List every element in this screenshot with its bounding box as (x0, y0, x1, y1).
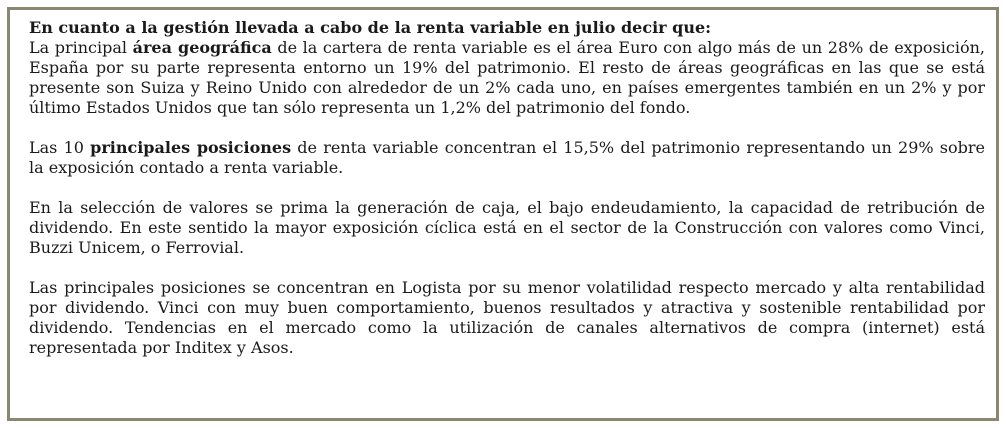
document-heading: En cuanto a la gestión llevada a cabo de la renta variable en julio decir que: (29, 18, 712, 37)
paragraph-text: Las principales posiciones se concentran en Logista por su menor volatilidad respecto mercado y alta rentabilidad por dividendo. Vinci con muy buen comportamiento, buenos resultados y atractiva y sostenible rentabilidad por dividendo. Tendencias en el mercado como la utilización de canales alternativos de compra (internet) está representada por Inditex y Asos. (29, 278, 985, 357)
paragraph-bold-text: área geográfica (132, 38, 272, 57)
paragraph-text: de la cartera de renta variable es el área Euro con algo más de un 28% de exposición, España por su parte representa entorno un 19% del patrimonio. El resto de áreas geográficas en las que se está presente son Suiza y Reino Unido con alrededor de un 2% cada uno, en países emergentes también en un 2% y por último Estados Unidos que tan sólo representa un 1,2% del patrimonio del fondo. (29, 38, 985, 117)
paragraph-bold-text: principales posiciones (90, 138, 292, 157)
document-frame (7, 7, 999, 421)
paragraph-top-holdings (29, 278, 985, 358)
paragraph-text: La principal (29, 38, 133, 57)
paragraph-text: Las 10 (29, 138, 91, 157)
paragraph-geographic-area (29, 38, 985, 118)
document-body (29, 18, 985, 358)
paragraph-main-positions (29, 138, 985, 178)
paragraph-stock-selection (29, 198, 985, 258)
paragraph-text: de renta variable concentran el 15,5% del patrimonio representando un 29% sobre la exposición contado a renta variable. (29, 138, 986, 177)
paragraph-text: En la selección de valores se prima la generación de caja, el bajo endeudamiento, la capacidad de retribución de dividendo. En este sentido la mayor exposición cíclica está en el sector de la Construcción con valores como Vinci, Buzzi Unicem, o Ferrovial. (29, 198, 985, 257)
